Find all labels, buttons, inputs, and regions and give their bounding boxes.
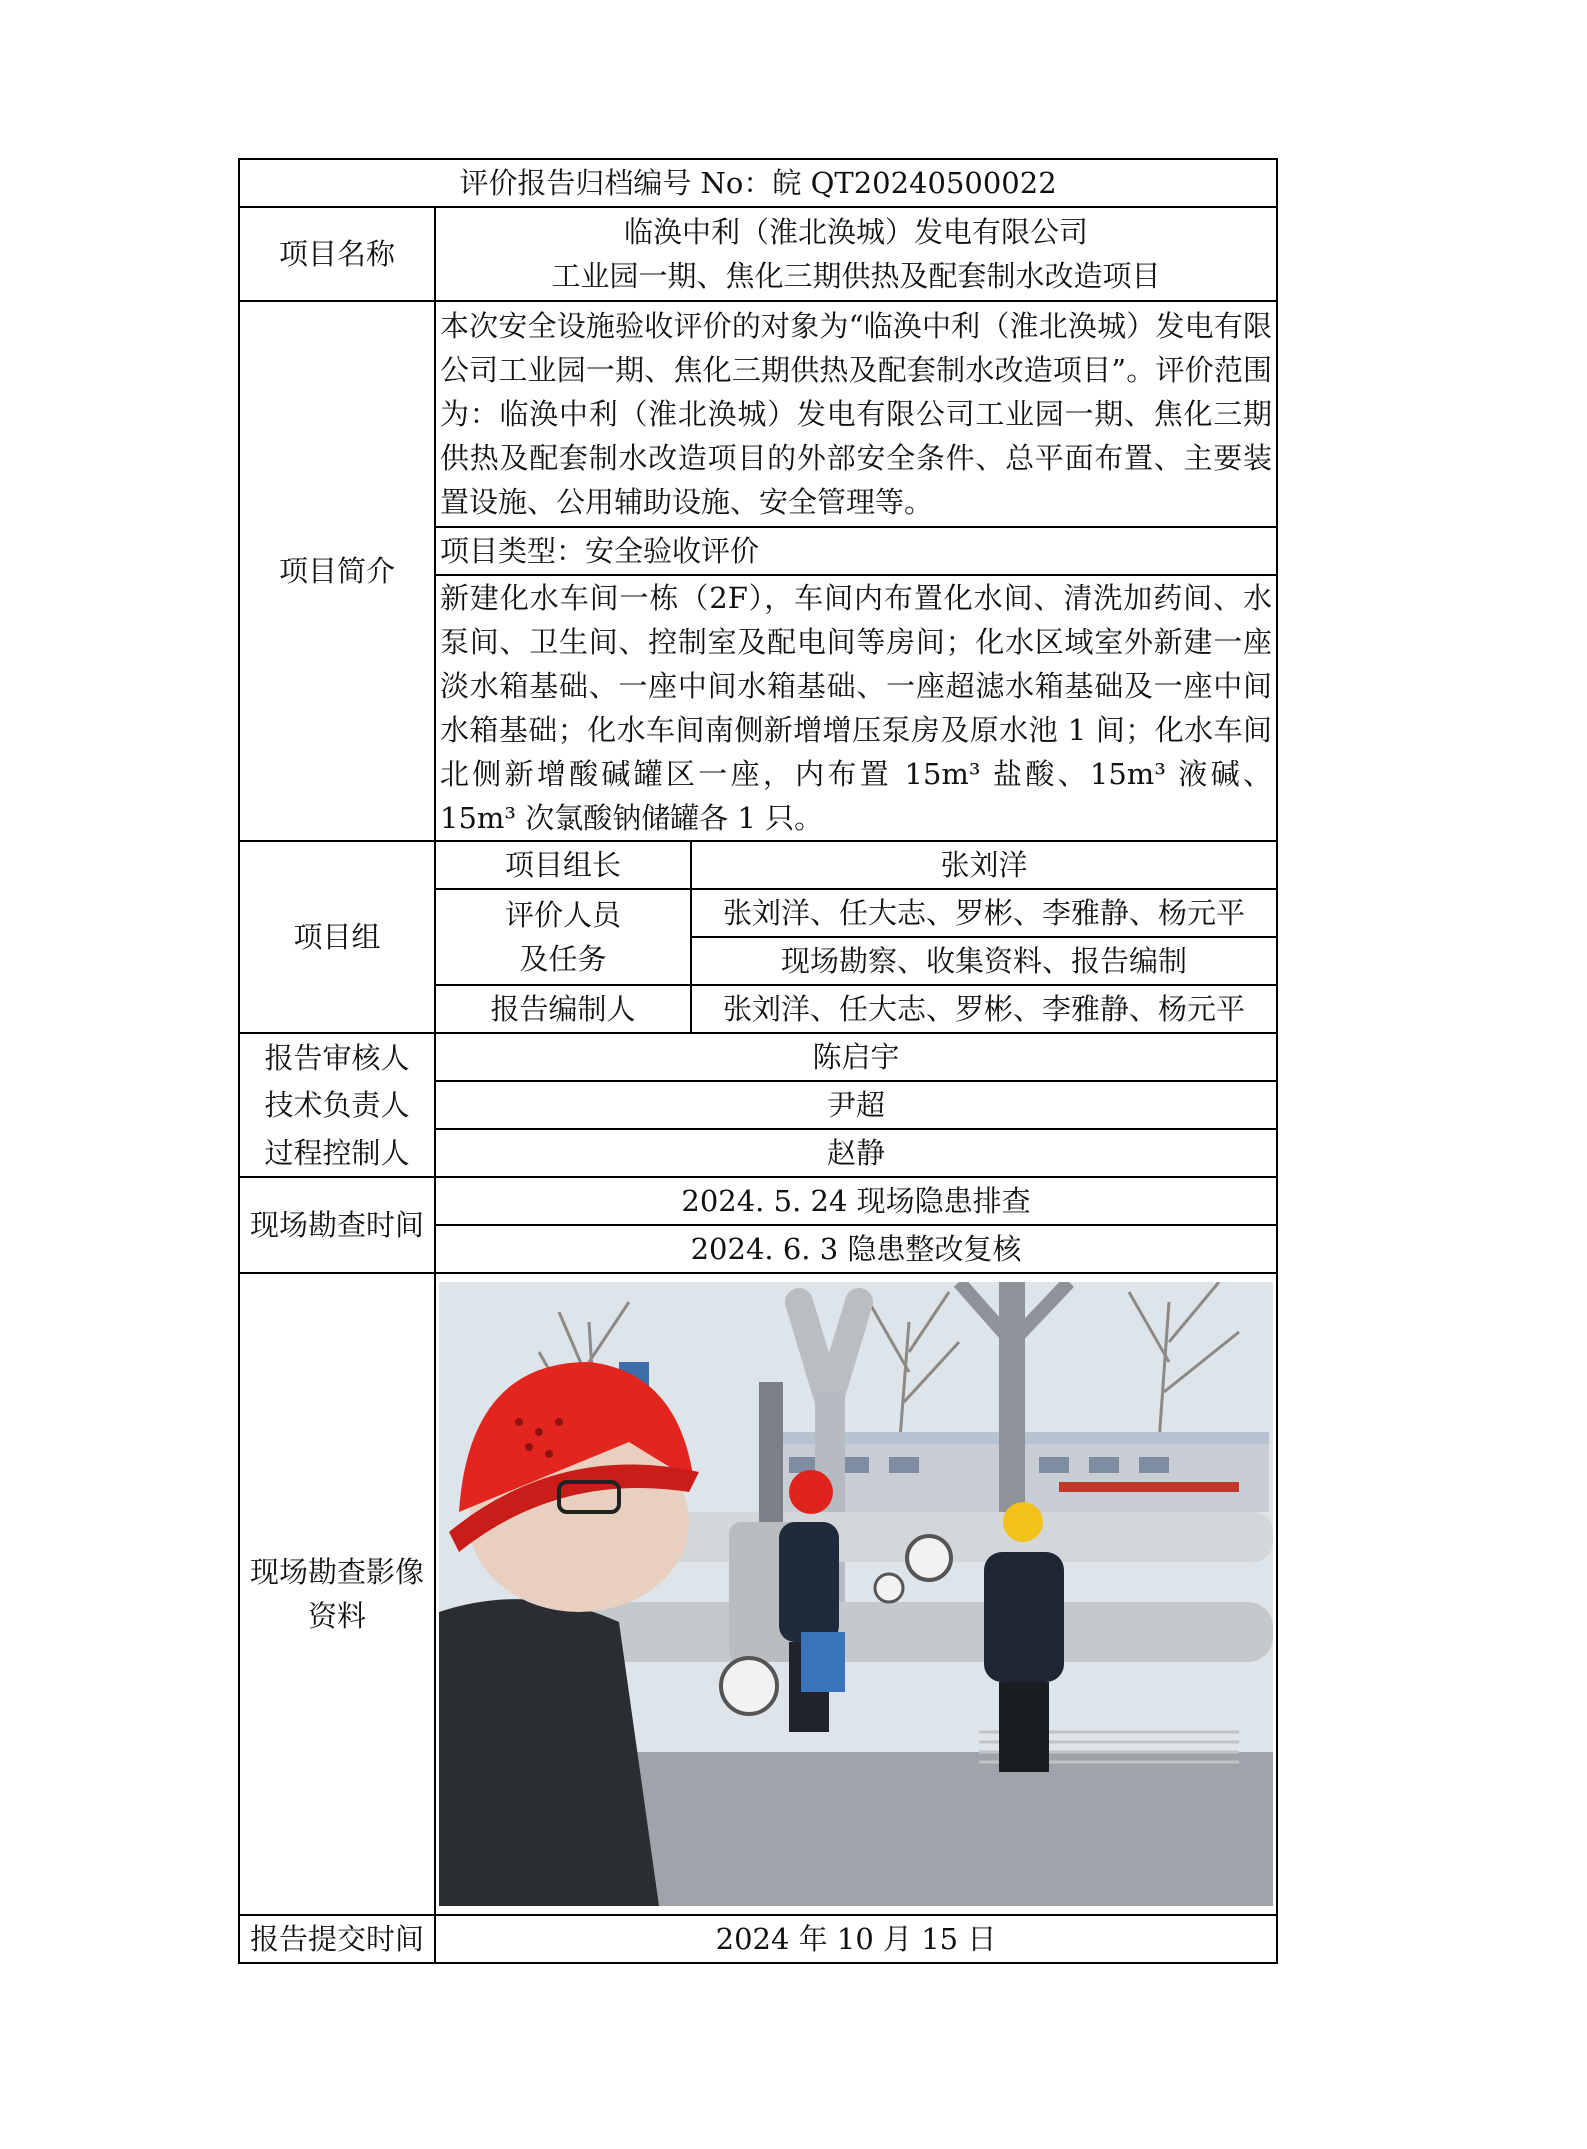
- project-content-text: 新建化水车间一栋（2F），车间内布置化水间、清洗加药间、水泵间、卫生间、控制室及配电间等房间；化水区域室外新建一座淡水箱基础、一座中间水箱基础、一座超滤水箱基础及一座中间水箱基础；化水车间南侧新增增压泵房及原水池 1 间；化水车间北侧新增酸碱罐区一座，内布置 15m³ 盐酸、15m³ 液碱、15m³ 次氯酸钠储罐各 1 只。: [435, 575, 1277, 841]
- process-controller-value: 赵静: [435, 1129, 1277, 1177]
- survey-photo-label: [239, 1273, 435, 1915]
- tech-lead-label: 技术负责人: [239, 1081, 435, 1129]
- team-leader-label: 项目组长: [435, 841, 691, 889]
- project-name-line-2: 工业园一期、焦化三期供热及配套制水改造项目: [551, 259, 1161, 293]
- survey-photo-label-line-1: 现场勘查影像: [249, 1555, 424, 1589]
- survey-time-label: 现场勘查时间: [239, 1177, 435, 1273]
- reviewer-label: 报告审核人: [239, 1033, 435, 1081]
- team-staff-label: [435, 889, 691, 985]
- team-staff-label-line-2: 及任务: [519, 942, 607, 976]
- project-name-value: [435, 207, 1277, 301]
- project-team-label: 项目组: [239, 841, 435, 1033]
- submit-time-label: 报告提交时间: [239, 1915, 435, 1963]
- project-type-text: 项目类型：安全验收评价: [435, 527, 1277, 575]
- report-compiler-label: 报告编制人: [435, 985, 691, 1033]
- tech-lead-value: 尹超: [435, 1081, 1277, 1129]
- submit-time-value: 2024 年 10 月 15 日: [435, 1915, 1277, 1963]
- team-staff-label-line-1: 评价人员: [504, 898, 621, 932]
- project-name-line-1: 临涣中利（淮北涣城）发电有限公司: [623, 215, 1088, 249]
- team-tasks-value: 现场勘察、收集资料、报告编制: [691, 937, 1277, 985]
- report-compiler-value: 张刘洋、任大志、罗彬、李雅静、杨元平: [691, 985, 1277, 1033]
- survey-time-line-2: 2024. 6. 3 隐患整改复核: [435, 1225, 1277, 1273]
- project-scope-text: 本次安全设施验收评价的对象为“临涣中利（淮北涣城）发电有限公司工业园一期、焦化三期供热及配套制水改造项目”。评价范围为：临涣中利（淮北涣城）发电有限公司工业园一期、焦化三期供热及配套制水改造项目的外部安全条件、总平面布置、主要装置设施、公用辅助设施、安全管理等。: [435, 301, 1277, 527]
- reviewer-value: 陈启宇: [435, 1033, 1277, 1081]
- site-survey-photo: [439, 1282, 1273, 1906]
- archive-number: 评价报告归档编号 No：皖 QT20240500022: [239, 159, 1277, 207]
- survey-photo-cell: [435, 1273, 1277, 1915]
- survey-photo-label-line-2: 资料: [307, 1599, 366, 1633]
- project-intro-label: 项目简介: [239, 301, 435, 841]
- project-name-label: 项目名称: [239, 207, 435, 301]
- survey-time-line-1: 2024. 5. 24 现场隐患排查: [435, 1177, 1277, 1225]
- team-staff-value: 张刘洋、任大志、罗彬、李雅静、杨元平: [691, 889, 1277, 937]
- process-controller-label: 过程控制人: [239, 1129, 435, 1177]
- report-info-table: [238, 158, 1278, 1964]
- team-leader-value: 张刘洋: [691, 841, 1277, 889]
- site-survey-photo-illustration: [439, 1282, 1273, 1906]
